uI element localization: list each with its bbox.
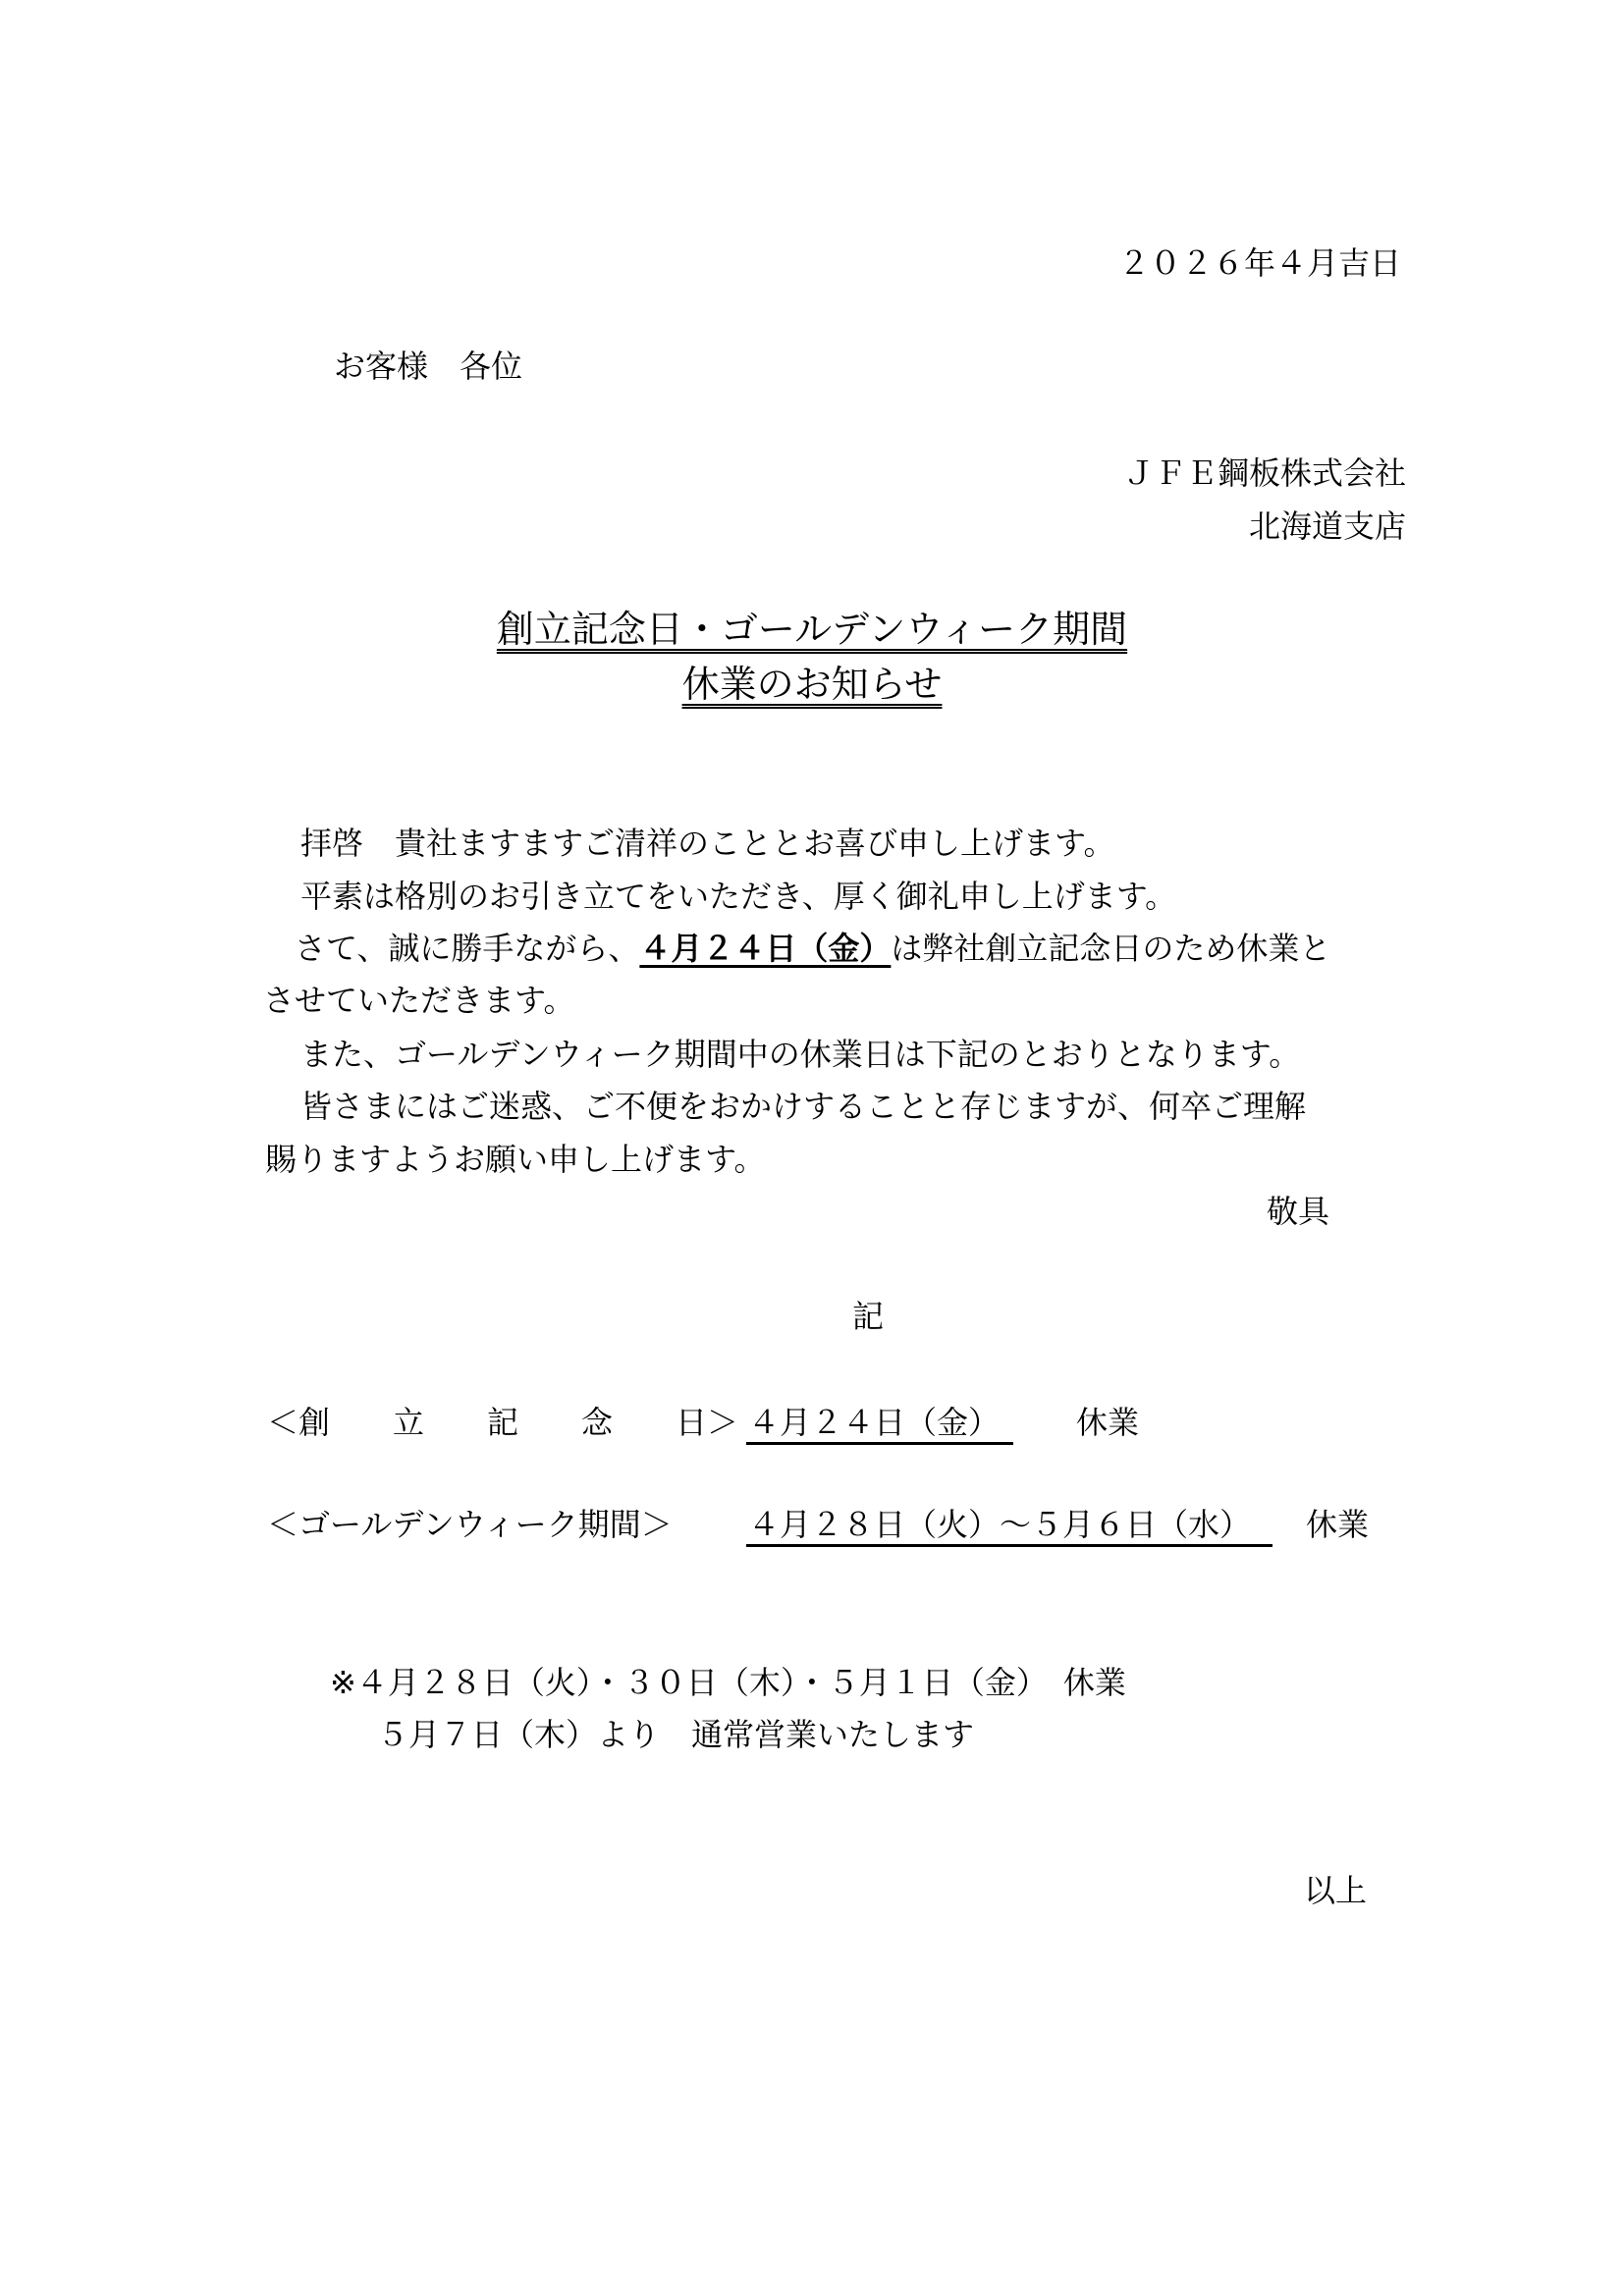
golden-week-row-label: ＜ゴールデンウィーク期間＞ bbox=[267, 1506, 673, 1543]
closure-prefix: さて、誠に勝手ながら、 bbox=[295, 930, 640, 967]
apology-continued: 賜りますようお願い申し上げます。 bbox=[265, 1141, 766, 1178]
closure-continued: させていただきます。 bbox=[263, 982, 575, 1019]
golden-week-paragraph: また、ゴールデンウィーク期間中の休業日は下記のとおりとなります。 bbox=[300, 1036, 1301, 1073]
closing-word: 敬具 bbox=[1267, 1193, 1330, 1230]
end-mark: 以上 bbox=[1304, 1872, 1368, 1909]
greeting-paragraph: 拝啓 貴社ますますご清祥のこととお喜び申し上げます。 bbox=[300, 825, 1115, 862]
closure-suffix: は弊社創立記念日のため休業と bbox=[891, 930, 1331, 967]
golden-week-row-date: ４月２８日（火）～５月６日（水） bbox=[748, 1506, 1252, 1543]
anniversary-row-date: ４月２４日（金） bbox=[748, 1404, 1001, 1441]
golden-week-row-status: 休業 bbox=[1306, 1506, 1370, 1543]
company-name: ＪＦＥ鋼板株式会社 bbox=[1122, 454, 1406, 492]
issue-date: ２０２６年４月吉日 bbox=[1117, 244, 1401, 282]
branch-name: 北海道支店 bbox=[1248, 507, 1406, 545]
closure-paragraph bbox=[295, 930, 1331, 967]
note-holidays: ※４月２８日（火）・３０日（木）・５月１日（金） 休業 bbox=[330, 1664, 1126, 1701]
anniversary-row-status: 休業 bbox=[1076, 1404, 1140, 1441]
anniversary-date-underline bbox=[746, 1442, 1013, 1445]
thanks-paragraph: 平素は格別のお引き立てをいただき、厚く御礼申し上げます。 bbox=[300, 878, 1177, 915]
apology-paragraph: 皆さまにはご迷惑、ご不便をおかけすることと存じますが、何卒ご理解 bbox=[300, 1088, 1307, 1125]
ki-heading: 記 bbox=[852, 1298, 885, 1335]
anniversary-row-label: ＜創 立 記 念 日＞ bbox=[267, 1404, 739, 1441]
note-resume: ５月７日（木）より 通常営業いたします bbox=[377, 1716, 975, 1753]
anniversary-date: ４月２４日（金） bbox=[639, 930, 892, 967]
recipient: お客様 各位 bbox=[334, 347, 523, 385]
title-line-1: 創立記念日・ゴールデンウィーク期間 bbox=[496, 608, 1128, 651]
title-line-2: 休業のお知らせ bbox=[681, 663, 943, 706]
golden-week-date-underline bbox=[746, 1544, 1272, 1547]
